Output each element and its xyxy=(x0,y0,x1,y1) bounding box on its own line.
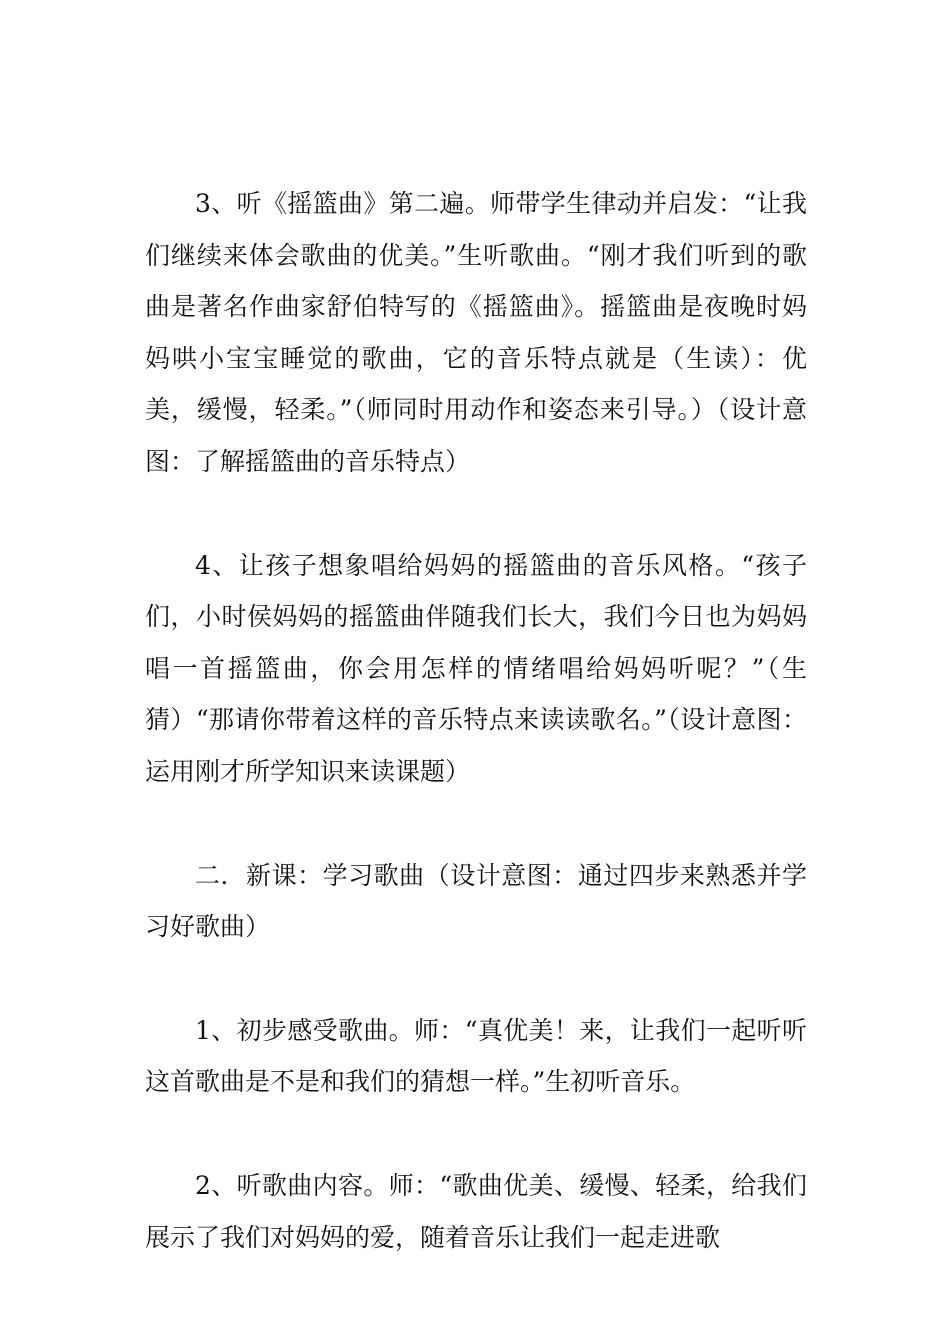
paragraph-spacer xyxy=(145,798,807,850)
section-heading-new-lesson: 二．新课：学习歌曲（设计意图：通过四步来熟悉并学习好歌曲） xyxy=(145,860,807,942)
paragraph-step-4: 4、让孩子想象唱给妈妈的摇篮曲的音乐风格。“孩子们，小时侯妈妈的摇篮曲伴随我们长大，我们今日也为妈妈唱一首摇篮曲，你会用怎样的情绪唱给妈妈听呢？”（生猜）“那请你带着这样的音乐特点来读读歌名。”（设计意图：运用刚才所学知识来读课题） xyxy=(145,550,807,786)
document-page xyxy=(145,178,807,1263)
paragraph-step-1: 1、初步感受歌曲。师：“真优美！来，让我们一起听听这首歌曲是不是和我们的猜想一样。”生初听音乐。 xyxy=(145,1015,807,1097)
paragraph-spacer xyxy=(145,488,807,540)
paragraph-spacer xyxy=(145,1108,807,1160)
paragraph-step-3: 3、听《摇篮曲》第二遍。师带学生律动并启发：“让我们继续来体会歌曲的优美。”生听歌曲。“刚才我们听到的歌曲是著名作曲家舒伯特写的《摇篮曲》。摇篮曲是夜晚时妈妈哄小宝宝睡觉的歌曲，它的音乐特点就是（生读）：优美，缓慢，轻柔。”（师同时用动作和姿态来引导。）（设计意图：了解摇篮曲的音乐特点） xyxy=(145,189,807,476)
paragraph-step-2: 2、听歌曲内容。师：“歌曲优美、缓慢、轻柔，给我们展示了我们对妈妈的爱，随着音乐让我们一起走进歌 xyxy=(145,1170,807,1252)
paragraph-spacer xyxy=(145,953,807,1005)
